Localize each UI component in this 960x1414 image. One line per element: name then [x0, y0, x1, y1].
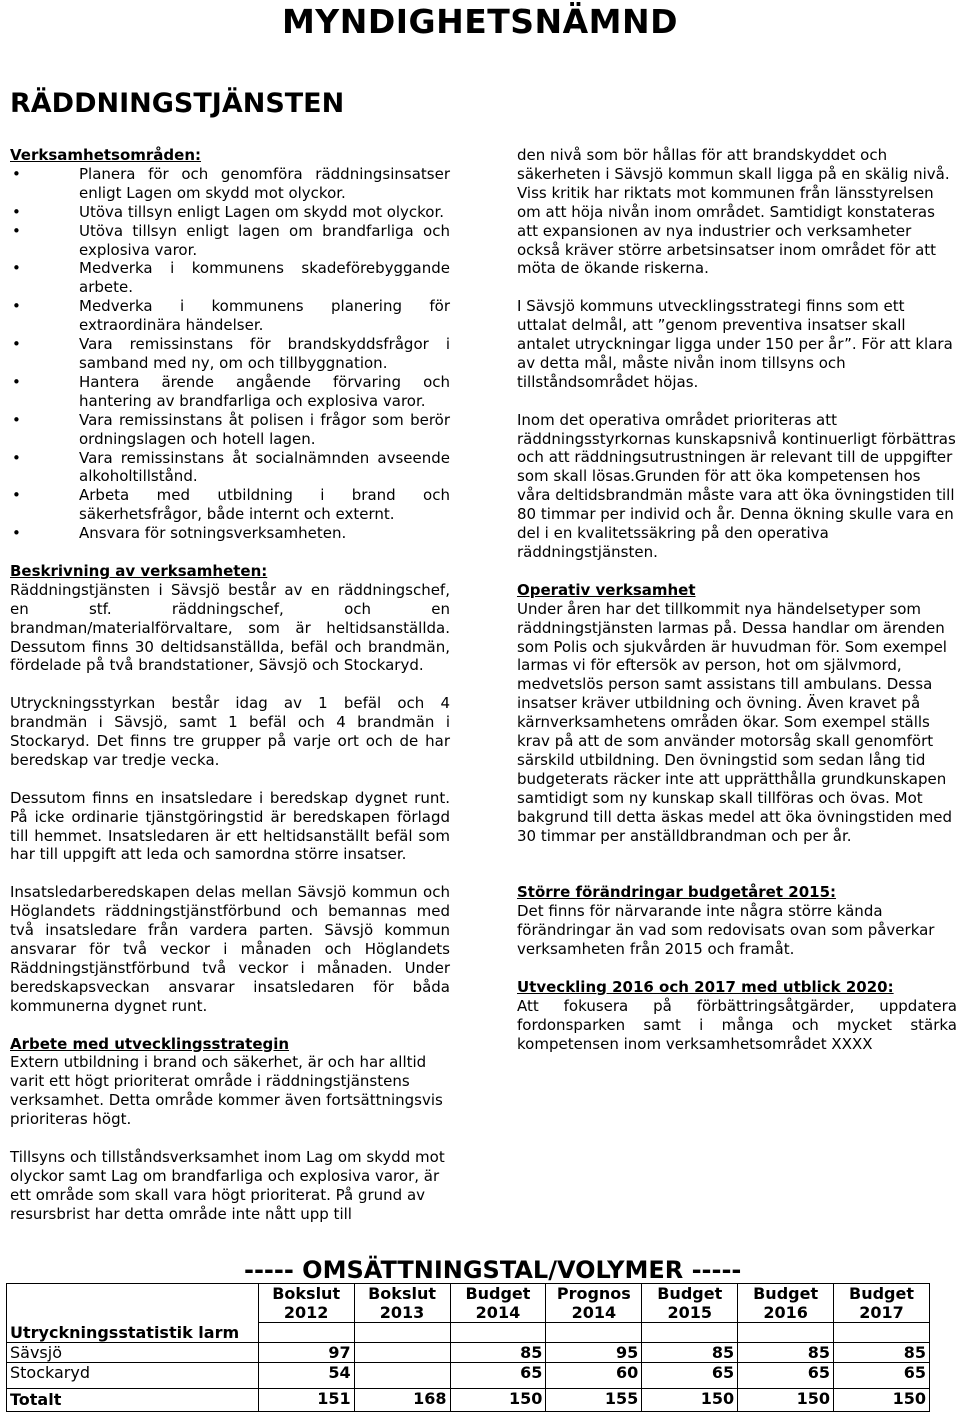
table-cell: 150	[738, 1388, 834, 1411]
list-item: • Vara remissinstans åt socialnämnden avseende alkoholtillstånd.	[10, 449, 450, 487]
table-cell: 95	[546, 1342, 642, 1362]
table-cell: 85	[642, 1342, 738, 1362]
table-title: ----- OMSÄTTNINGSTAL/VOLYMER -----	[244, 1256, 742, 1284]
list-item: • Vara remissinstans för brandskyddsfrågor i samband med ny, om och tillbyggnation.	[10, 335, 450, 373]
utveckling-heading: Utveckling 2016 och 2017 med utblick 2020:	[517, 977, 894, 996]
list-item: • Arbeta med utbildning i brand och säkerhetsfrågor, både internt och externt.	[10, 486, 450, 524]
forandringar-heading: Större förändringar budgetåret 2015:	[517, 883, 836, 902]
table-header-row	[7, 1284, 930, 1323]
column-header: Budget 2014	[450, 1284, 546, 1323]
volume-table	[6, 1283, 930, 1412]
paragraph: Dessutom finns en insatsledare i beredskap dygnet runt. På icke ordinarie tjänstgöringstid är beredskapen förlagd till hemmet. Insatsledaren är ett heltidsanställt befäl som har till uppgift att leda och samordna större insatser.	[10, 788, 450, 864]
paragraph: Det finns för närvarande inte några större kända förändringar än vad som redovisats ovan som påverkar verksamheten från 2015 och framåt.	[517, 902, 935, 958]
list-item: • Planera för och genomföra räddningsinsatser enligt Lagen om skydd mot olyckor.	[10, 165, 450, 203]
right-column	[517, 146, 957, 1053]
paragraph: Räddningstjänsten i Sävsjö består av en räddningschef, en stf. räddningschef, och en brandman/materialförvaltare, som är heltidsanställda. Dessutom finns 30 deltidsanställda, befäl och brandmän, fördelade på två brandstationer, Sävsjö och Stockaryd.	[10, 580, 450, 675]
table-cell: 65	[642, 1362, 738, 1388]
row-label: Stockaryd	[7, 1362, 259, 1388]
list-item: • Ansvara för sotningsverksamheten.	[10, 524, 450, 543]
paragraph: Att fokusera på förbättringsåtgärder, uppdatera fordonsparken samt i många och mycket stärka kompetensen inom verksamhetsområdet XXXX	[517, 996, 957, 1053]
section-title: RÄDDNINGSTJÄNSTEN	[10, 88, 345, 119]
table-cell: 54	[258, 1362, 354, 1388]
table-row	[7, 1323, 930, 1343]
strategi-heading: Arbete med utvecklingsstrategin	[10, 1034, 290, 1053]
list-item: • Utöva tillsyn enligt lagen om brandfarliga och explosiva varor.	[10, 222, 450, 260]
section-label: Utryckningsstatistik larm	[7, 1323, 259, 1343]
paragraph: den nivå som bör hållas för att brandskyddet och säkerheten i Sävsjö kommun skall ligga på en skälig nivå. Viss kritik har riktats mot kommunen från länsstyrelsen om att höja nivån inom området. Samtidigt konstateras att expansionen av nya industrier och verksamheter också kräver större arbetsinsatser inom området för att möta de ökande riskerna.	[517, 146, 950, 278]
table-cell: 151	[258, 1388, 354, 1411]
paragraph: Under åren har det tillkommit nya händelsetyper som räddningstjänsten larmas på. Dessa handlar om ärenden som Polis och sjukvården är huvudman för. Som exempel larmas vi för eftersök av person, hot om självmord, medvetslös person samt assistans till ambulans. Dessa insatser kräver utbildning och övning. Även kravet på kärnverksamhetens områden ökar. Som exempel ställs krav på att de som använder motorsåg skall genomfört särskild utbildning. Den övningstid som sedan lång tid budgeterats räcker inte att upprätthålla grundkunskapen samtidigt som ny kunskap skall tillföras och övas. Mot bakgrund till detta äskas medel att öka övningstiden med 30 timmar per anställdbrandman och per år.	[517, 599, 953, 845]
list-item: • Medverka i kommunens planering för extraordinära händelser.	[10, 297, 450, 335]
list-item: • Hantera ärende angående förvaring och hantering av brandfarliga och explosiva varor.	[10, 373, 450, 411]
table-row	[7, 1362, 930, 1388]
table-cell: 65	[738, 1362, 834, 1388]
table-cell	[354, 1362, 450, 1388]
paragraph: I Sävsjö kommuns utvecklingsstrategi finns som ett uttalat delmål, att ”genom preventiva insatser skall antalet utryckningar ligga under 150 per år”. För att klara av detta mål, måste nivån inom tillsyns och tillståndsområdet höjas.	[517, 297, 953, 391]
table-cell: 65	[834, 1362, 930, 1388]
column-header: Budget 2016	[738, 1284, 834, 1323]
column-header: Bokslut 2013	[354, 1284, 450, 1323]
row-label: Sävsjö	[7, 1342, 259, 1362]
paragraph: Tillsyns och tillståndsverksamhet inom Lag om skydd mot olyckor samt Lag om brandfarliga och explosiva varor, är ett område som skall vara högt prioriterat. På grund av resursbrist har detta område inte nått upp till	[10, 1147, 445, 1223]
table-total-row	[7, 1388, 930, 1411]
paragraph: Inom det operativa området prioriteras att räddningsstyrkornas kunskapsnivå kontinuerligt förbättras och att räddningsutrustningen är relevant till de uppgifter som skall lösas.Grunden för att öka kompetensen hos våra deltidsbrandmän måste vara att öka övningstiden till 80 timmar per individ och år. Denna ökning skulle vara en del i en kvalitetssäkring på den operativa räddningstjänsten.	[517, 410, 956, 561]
left-column	[10, 146, 450, 1224]
table-cell: 168	[354, 1388, 450, 1411]
paragraph: Insatsledarberedskapen delas mellan Sävsjö kommun och Höglandets räddningstjänstförbund och bemannas med två insatsledare från vardera parten. Sävsjö kommun ansvarar för två veckor i månaden och Höglandets Räddningstjänstförbund två veckor i månaden. Under beredskapsveckan ansvarar insatsledaren för båda kommunerna dygnet runt.	[10, 883, 450, 1015]
table-cell: 150	[834, 1388, 930, 1411]
column-header: Budget 2015	[642, 1284, 738, 1323]
verksamhet-heading: Verksamhetsområden:	[10, 146, 202, 164]
row-label: Totalt	[7, 1388, 259, 1411]
table-cell: 85	[450, 1342, 546, 1362]
table-cell: 60	[546, 1362, 642, 1388]
operativ-heading: Operativ verksamhet	[517, 580, 696, 599]
table-cell: 85	[834, 1342, 930, 1362]
beskrivning-heading: Beskrivning av verksamheten:	[10, 561, 268, 580]
table-cell: 150	[642, 1388, 738, 1411]
table-cell: 97	[258, 1342, 354, 1362]
table-row	[7, 1342, 930, 1362]
column-header: Budget 2017	[834, 1284, 930, 1323]
table-cell	[354, 1342, 450, 1362]
paragraph: Utryckningsstyrkan består idag av 1 befäl och 4 brandmän i Sävsjö, samt 1 befäl och 4 brandmän i Stockaryd. Det finns tre grupper på varje ort och de har beredskap var tredje vecka.	[10, 694, 450, 769]
table-cell: 155	[546, 1388, 642, 1411]
page-title: MYNDIGHETSNÄMND	[281, 2, 679, 41]
paragraph: Extern utbildning i brand och säkerhet, är och har alltid varit ett högt prioriterat område i räddningstjänstens verksamhet. Detta område kommer även fortsättningsvis prioriteras högt.	[10, 1053, 443, 1129]
table-cell: 85	[738, 1342, 834, 1362]
list-item: • Medverka i kommunens skadeförebyggande arbete.	[10, 259, 450, 297]
column-header: Prognos 2014	[546, 1284, 642, 1323]
list-item: • Vara remissinstans åt polisen i frågor som berör ordningslagen och hotell lagen.	[10, 411, 450, 449]
table-cell: 65	[450, 1362, 546, 1388]
table-cell: 150	[450, 1388, 546, 1411]
verksamhet-list	[10, 165, 450, 543]
list-item: • Utöva tillsyn enligt Lagen om skydd mot olyckor.	[10, 203, 450, 222]
column-header: Bokslut 2012	[258, 1284, 354, 1323]
